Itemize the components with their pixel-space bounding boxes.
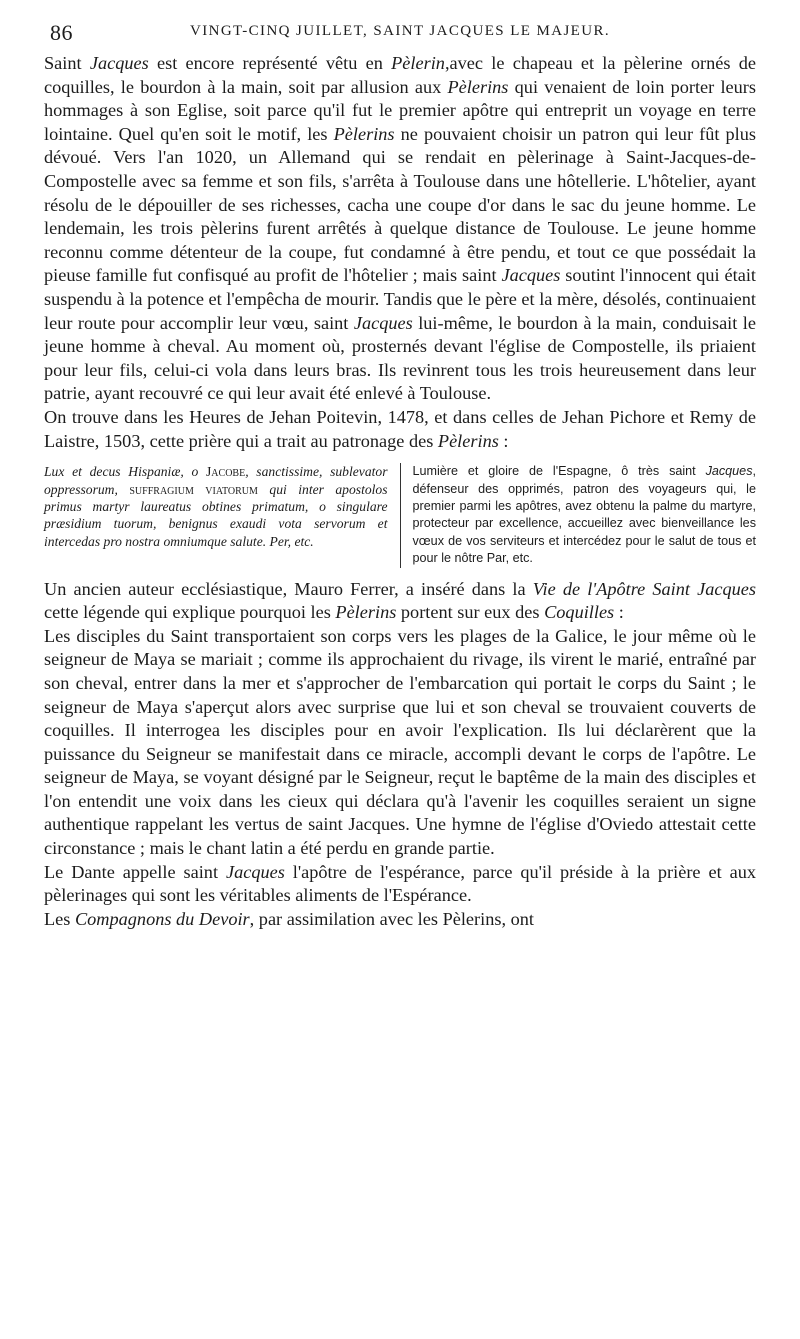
body-text (44, 52, 756, 453)
paragraph-legende-coquilles: Les disciples du Saint transportaient son corps vers les plages de la Galice, le jour même où le seigneur de Maya se mariait ; comme ils approchaient du rivage, ils virent le marié, entraîné par son cheval, entrer dans la mer et s'approcher de l'embarcation qui portait le corps du Saint ; le seigneur de Maya s'aperçut alors avec surprise que lui et son cheval se trouvaient couverts de coquilles. Il interrogea les disciples pour en avoir l'explication. Ils lui déclarèrent que la puissance du Seigneur se manifestait dans ce miracle, accompli devant le corps de l'apôtre. Le seigneur de Maya, se voyant désigné par le Seigneur, reçut le baptême de la main des disciples et l'on entendit une voix dans les cieux qui déclara qu'à l'avenir les coquilles seraient un signe authentique rappelant les vertus de saint Jacques. Une hymne de l'église d'Oviedo attestait cette circonstance ; mais le chant latin a été perdu en grande partie. (44, 625, 756, 859)
paragraph-mauro-ferrer: Un ancien auteur ecclésiastique, Mauro Ferrer, a inséré dans la Vie de l'Apôtre Saint Jacques cette légende qui explique pourquoi les Pèlerins portent sur eux des Coquilles : (44, 578, 756, 623)
body-text-continued (44, 578, 756, 932)
running-head: VINGT-CINQ JUILLET, SAINT JACQUES LE MAJEUR. (189, 23, 611, 39)
prayer-columns (44, 463, 756, 567)
page-header (44, 14, 756, 52)
paragraph-saint-jacques-pelerin: Saint Jacques est encore représenté vêtu en Pèlerin,avec le chapeau et la pèlerine ornés de coquilles, le bourdon à la main, soit par allusion aux Pèlerins qui venaient de loin porter leurs hommages à son Eglise, soit parce qu'il fut le premier apôtre qui entreprit un voyage en terre lointaine. Quel qu'en soit le motif, les Pèlerins ne pouvaient choisir un patron qui leur fût plus dévoué. Vers l'an 1020, un Allemand qui se rendait en pèlerinage à Saint-Jacques-de-Compostelle avec sa femme et son fils, s'arrêta à Toulouse dans une hôtellerie. L'hôtelier, ayant résolu de le dépouiller de ses richesses, cacha une coupe d'or dans le sac du jeune homme. Le lendemain, les trois pèlerins furent arrêtés à quelque distance de Toulouse. Le jeune homme reconnu comme détenteur de la coupe, fut condamné à être pendu, et tout ce que possédait la pieuse famille fut confisqué au profit de l'hôtelier ; mais saint Jacques soutint l'innocent qui était suspendu à la potence et l'empêcha de mourir. Tandis que le père et la mère, désolés, continuaient leur route pour accomplir leur vœu, saint Jacques lui-même, le bourdon à la main, conduisait le jeune homme à cheval. Au moment où, prosternés devant l'église de Compostelle, ils priaient pour leur fils, celui-ci vola dans leurs bras. Ils revinrent tous les trois heureusement dans leur patrie, ayant recouvré ce qui leur avait été enlevé à Toulouse. (44, 53, 756, 404)
paragraph-heures: On trouve dans les Heures de Jehan Poitevin, 1478, et dans celles de Jehan Pichore et Remy de Laistre, 1503, cette prière qui a trait au patronage des Pèlerins : (44, 406, 756, 451)
latin-prayer: Lux et decus Hispaniæ, o Jacobe, sanctissime, sublevator oppressorum, suffragium viatorum qui inter apostolos primus martyr laureatus obtines primatum, o singulare præsidium tuorum, benignus exaudi vota servorum et intercedas pro nostra omniumque salute. Per, etc. (44, 463, 401, 567)
paragraph-compagnons: Les Compagnons du Devoir, par assimilation avec les Pèlerins, ont (44, 908, 534, 929)
page-number: 86 (50, 20, 73, 45)
paragraph-dante: Le Dante appelle saint Jacques l'apôtre de l'espérance, parce qu'il préside à la prière et aux pèlerinages qui sont les véritables aliments de l'Espérance. (44, 861, 756, 906)
french-translation: Lumière et gloire de l'Espagne, ô très saint Jacques, défenseur des opprimés, patron des voyageurs qui, le premier parmi les apôtres, avez obtenu la palme du martyre, protecteur par excellence, accueillez avec bienveillance les vœux de vos serviteurs et intercédez pour le salut de tous et pour le nôtre Par, etc. (412, 464, 756, 566)
